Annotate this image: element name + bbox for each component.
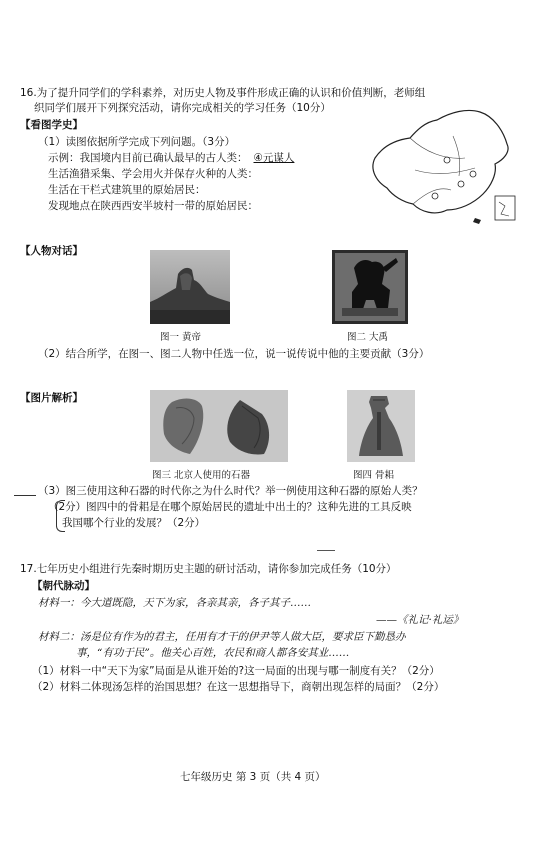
caption-fig2: 图二 大禹 xyxy=(347,332,389,343)
divider xyxy=(317,550,335,551)
china-map xyxy=(355,100,520,225)
q16-sub2: （2）结合所学，在图一、图二人物中任选一位，说一说传说中他的主要贡献（3分） xyxy=(38,348,430,360)
q16-line2: 织同学们展开下列探究活动，请你完成相关的学习任务（10分） xyxy=(34,102,331,114)
q16-sub1: （1）读图依据所学完成下列问题。（3分） xyxy=(38,136,236,148)
caption-fig4: 图四 骨耜 xyxy=(353,470,395,481)
material-2-line1: 材料二：汤是位有作为的君主，任用有才干的伊尹等人做大臣，要求臣下勤恳办 xyxy=(38,631,406,643)
section-title-dialogue: 【人物对话】 xyxy=(20,245,83,257)
q16-sub3-c: 我国哪个行业的发展？（2分） xyxy=(62,517,206,529)
q17-sub1: （1）材料一中“天下为家”局面是从谁开始的?这一局面的出现与哪一制度有关？（2分） xyxy=(32,665,440,677)
q16-line1: 16.为了提升同学们的学科素养，对历史人物及事件形成正确的认识和价值判断，老师组 xyxy=(20,87,426,99)
margin-line xyxy=(14,495,36,496)
photo-dayu xyxy=(332,250,408,324)
caption-fig3: 图三 北京人使用的石器 xyxy=(152,470,251,481)
blank-line-3: 发现地点在陕西西安半坡村一带的原始居民： xyxy=(48,200,258,212)
q17-line1: 17.七年历史小组进行先秦时期历史主题的研讨活动，请你参加完成任务（10分） xyxy=(20,563,397,575)
section-title-dynasty: 【朝代脉动】 xyxy=(32,580,95,592)
photo-huangdi xyxy=(150,250,230,324)
caption-fig1: 图一 黄帝 xyxy=(160,332,202,343)
blank-line-1: 生活渔猎采集、学会用火并保存火种的人类： xyxy=(48,168,258,180)
q16-sub3-a: （3）图三使用这种石器的时代你之为什么时代？举一例使用这种石器的原始人类？ xyxy=(38,485,423,497)
example-answer: ④元谋人 xyxy=(253,152,295,164)
section-title-picture: 【图片解析】 xyxy=(20,392,83,404)
material-2-line2: 事，“有功于民”。他关心百姓，农民和商人都各安其业…… xyxy=(76,647,350,659)
example-prefix: 示例：我国境内目前已确认最早的古人类： xyxy=(48,152,248,164)
material-1-source: ——《礼记·礼运》 xyxy=(376,614,464,626)
page-footer: 七年级历史 第 3 页（共 4 页） xyxy=(180,771,326,783)
material-1: 材料一：今大道既隐，天下为家，各亲其亲，各子其子…… xyxy=(38,597,311,609)
example-line xyxy=(48,151,300,165)
photo-stone-tools xyxy=(150,390,288,462)
section-title-look-learn: 【看图学史】 xyxy=(20,119,83,131)
q16-sub3-b: （2分）图四中的骨耜是在哪个原始居民的遗址中出土的？这种先进的工具反映 xyxy=(48,501,412,513)
q17-sub2: （2）材料二体现汤怎样的治国思想？在这一思想指导下，商朝出现怎样的局面？（2分） xyxy=(32,681,445,693)
blank-line-2: 生活在干栏式建筑里的原始居民： xyxy=(48,184,206,196)
photo-bone-spade xyxy=(347,390,415,462)
